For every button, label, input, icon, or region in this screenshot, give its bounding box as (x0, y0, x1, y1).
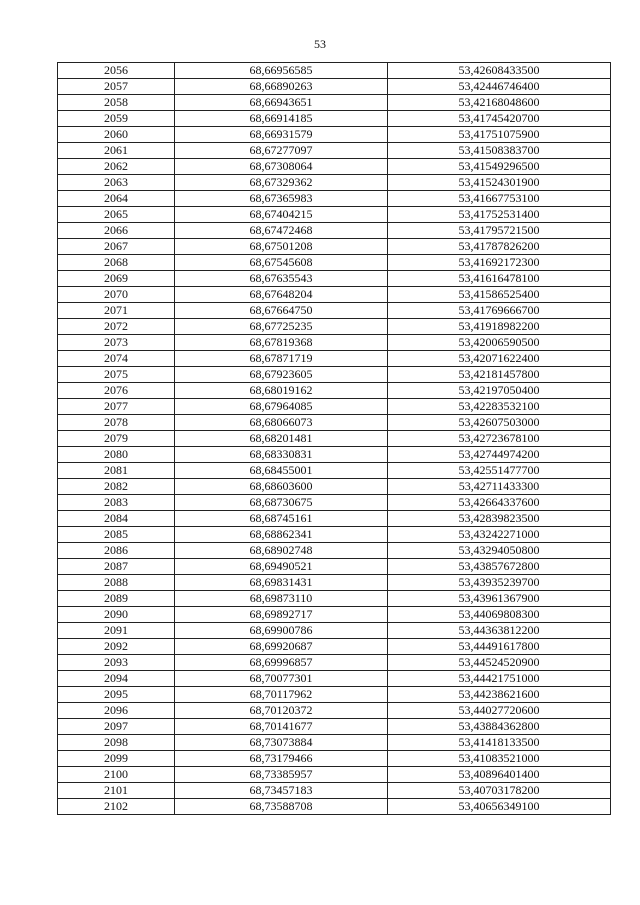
coordinate-x-cell: 68,70141677 (175, 719, 388, 735)
coordinate-x-cell: 68,69892717 (175, 607, 388, 623)
coordinate-y-cell: 53,42071622400 (388, 351, 611, 367)
table-row (58, 751, 611, 767)
point-number-cell: 2073 (58, 335, 175, 351)
coordinate-x-cell: 68,67648204 (175, 287, 388, 303)
table-row (58, 495, 611, 511)
coordinate-y-cell: 53,41418133500 (388, 735, 611, 751)
coordinate-y-cell: 53,41769666700 (388, 303, 611, 319)
coordinate-x-cell: 68,66890263 (175, 79, 388, 95)
coordinate-x-cell: 68,67365983 (175, 191, 388, 207)
coordinate-y-cell: 53,41751075900 (388, 127, 611, 143)
table-row (58, 543, 611, 559)
coordinate-y-cell: 53,44027720600 (388, 703, 611, 719)
point-number-cell: 2069 (58, 271, 175, 287)
table-row (58, 735, 611, 751)
coordinate-y-cell: 53,42723678100 (388, 431, 611, 447)
table-row (58, 143, 611, 159)
table-row (58, 527, 611, 543)
coordinate-y-cell: 53,42839823500 (388, 511, 611, 527)
coordinate-x-cell: 68,67964085 (175, 399, 388, 415)
coordinate-x-cell: 68,67635543 (175, 271, 388, 287)
coordinate-x-cell: 68,73385957 (175, 767, 388, 783)
coordinate-x-cell: 68,69900786 (175, 623, 388, 639)
table-row (58, 591, 611, 607)
coordinate-x-cell: 68,67501208 (175, 239, 388, 255)
point-number-cell: 2097 (58, 719, 175, 735)
coordinate-y-cell: 53,43294050800 (388, 543, 611, 559)
coordinate-y-cell: 53,42607503000 (388, 415, 611, 431)
point-number-cell: 2096 (58, 703, 175, 719)
point-number-cell: 2101 (58, 783, 175, 799)
coordinate-y-cell: 53,44238621600 (388, 687, 611, 703)
table-row (58, 479, 611, 495)
table-row (58, 607, 611, 623)
coordinate-y-cell: 53,41667753100 (388, 191, 611, 207)
point-number-cell: 2083 (58, 495, 175, 511)
coordinate-y-cell: 53,42711433300 (388, 479, 611, 495)
table-row (58, 623, 611, 639)
point-number-cell: 2072 (58, 319, 175, 335)
coordinate-y-cell: 53,42446746400 (388, 79, 611, 95)
table-row (58, 367, 611, 383)
table-row (58, 207, 611, 223)
coordinate-x-cell: 68,67819368 (175, 335, 388, 351)
coordinate-x-cell: 68,69490521 (175, 559, 388, 575)
table-row (58, 415, 611, 431)
point-number-cell: 2071 (58, 303, 175, 319)
point-number-cell: 2077 (58, 399, 175, 415)
coordinate-y-cell: 53,44069808300 (388, 607, 611, 623)
table-row (58, 431, 611, 447)
coordinate-y-cell: 53,44421751000 (388, 671, 611, 687)
coordinate-x-cell: 68,68603600 (175, 479, 388, 495)
table-row (58, 127, 611, 143)
table-row (58, 287, 611, 303)
table-row (58, 719, 611, 735)
point-number-cell: 2088 (58, 575, 175, 591)
coordinate-x-cell: 68,73073884 (175, 735, 388, 751)
point-number-cell: 2089 (58, 591, 175, 607)
coordinate-y-cell: 53,42006590500 (388, 335, 611, 351)
coordinate-y-cell: 53,42197050400 (388, 383, 611, 399)
coordinate-y-cell: 53,42168048600 (388, 95, 611, 111)
point-number-cell: 2074 (58, 351, 175, 367)
table-row (58, 511, 611, 527)
point-number-cell: 2056 (58, 63, 175, 79)
coordinate-y-cell: 53,41787826200 (388, 239, 611, 255)
table-row (58, 703, 611, 719)
coordinate-x-cell: 68,66956585 (175, 63, 388, 79)
coordinate-x-cell: 68,68066073 (175, 415, 388, 431)
point-number-cell: 2080 (58, 447, 175, 463)
point-number-cell: 2066 (58, 223, 175, 239)
table-row (58, 351, 611, 367)
point-number-cell: 2082 (58, 479, 175, 495)
coordinate-x-cell: 68,67545608 (175, 255, 388, 271)
point-number-cell: 2078 (58, 415, 175, 431)
table-row (58, 399, 611, 415)
coordinate-x-cell: 68,69920687 (175, 639, 388, 655)
table-row (58, 63, 611, 79)
point-number-cell: 2075 (58, 367, 175, 383)
table-row (58, 95, 611, 111)
table-row (58, 671, 611, 687)
coordinate-x-cell: 68,66943651 (175, 95, 388, 111)
table-row (58, 191, 611, 207)
table-row (58, 303, 611, 319)
coordinate-y-cell: 53,42608433500 (388, 63, 611, 79)
coordinate-y-cell: 53,41616478100 (388, 271, 611, 287)
point-number-cell: 2057 (58, 79, 175, 95)
point-number-cell: 2061 (58, 143, 175, 159)
coordinate-x-cell: 68,73179466 (175, 751, 388, 767)
coordinate-x-cell: 68,67277097 (175, 143, 388, 159)
coordinate-y-cell: 53,40656349100 (388, 799, 611, 815)
table-row (58, 447, 611, 463)
coordinate-x-cell: 68,68902748 (175, 543, 388, 559)
point-number-cell: 2091 (58, 623, 175, 639)
table-row (58, 463, 611, 479)
point-number-cell: 2100 (58, 767, 175, 783)
point-number-cell: 2102 (58, 799, 175, 815)
point-number-cell: 2067 (58, 239, 175, 255)
coordinate-y-cell: 53,44363812200 (388, 623, 611, 639)
table-row (58, 255, 611, 271)
coordinate-x-cell: 68,67404215 (175, 207, 388, 223)
table-row (58, 111, 611, 127)
coordinate-y-cell: 53,41549296500 (388, 159, 611, 175)
table-row (58, 79, 611, 95)
coordinate-y-cell: 53,44491617800 (388, 639, 611, 655)
coordinate-y-cell: 53,42744974200 (388, 447, 611, 463)
coordinate-x-cell: 68,68455001 (175, 463, 388, 479)
coordinate-y-cell: 53,41508383700 (388, 143, 611, 159)
point-number-cell: 2095 (58, 687, 175, 703)
point-number-cell: 2085 (58, 527, 175, 543)
coordinate-x-cell: 68,73588708 (175, 799, 388, 815)
coordinate-x-cell: 68,70120372 (175, 703, 388, 719)
table-row (58, 687, 611, 703)
coordinate-x-cell: 68,67472468 (175, 223, 388, 239)
point-number-cell: 2062 (58, 159, 175, 175)
coordinate-y-cell: 53,42181457800 (388, 367, 611, 383)
table-row (58, 383, 611, 399)
point-number-cell: 2087 (58, 559, 175, 575)
point-number-cell: 2090 (58, 607, 175, 623)
table-row (58, 559, 611, 575)
table-row (58, 799, 611, 815)
coordinate-x-cell: 68,67725235 (175, 319, 388, 335)
coordinate-x-cell: 68,67923605 (175, 367, 388, 383)
point-number-cell: 2092 (58, 639, 175, 655)
coordinate-y-cell: 53,42551477700 (388, 463, 611, 479)
point-number-cell: 2065 (58, 207, 175, 223)
table-row (58, 767, 611, 783)
coordinates-table (57, 62, 611, 815)
coordinate-y-cell: 53,41752531400 (388, 207, 611, 223)
table-row (58, 575, 611, 591)
table-row (58, 223, 611, 239)
coordinate-y-cell: 53,41918982200 (388, 319, 611, 335)
coordinate-x-cell: 68,68201481 (175, 431, 388, 447)
coordinate-x-cell: 68,70117962 (175, 687, 388, 703)
coordinate-x-cell: 68,68330831 (175, 447, 388, 463)
coordinate-y-cell: 53,41524301900 (388, 175, 611, 191)
point-number-cell: 2058 (58, 95, 175, 111)
point-number-cell: 2079 (58, 431, 175, 447)
page-number: 53 (314, 37, 326, 51)
coordinate-y-cell: 53,43242271000 (388, 527, 611, 543)
point-number-cell: 2064 (58, 191, 175, 207)
table-row (58, 175, 611, 191)
point-number-cell: 2081 (58, 463, 175, 479)
coordinate-y-cell: 53,42283532100 (388, 399, 611, 415)
coordinate-x-cell: 68,69831431 (175, 575, 388, 591)
point-number-cell: 2059 (58, 111, 175, 127)
point-number-cell: 2070 (58, 287, 175, 303)
coordinate-x-cell: 68,67308064 (175, 159, 388, 175)
table-row (58, 335, 611, 351)
table-row (58, 783, 611, 799)
point-number-cell: 2094 (58, 671, 175, 687)
coordinate-y-cell: 53,41795721500 (388, 223, 611, 239)
coordinate-x-cell: 68,66914185 (175, 111, 388, 127)
coordinate-y-cell: 53,41692172300 (388, 255, 611, 271)
coordinate-y-cell: 53,43961367900 (388, 591, 611, 607)
coordinates-table-body (58, 63, 611, 815)
table-row (58, 319, 611, 335)
point-number-cell: 2093 (58, 655, 175, 671)
coordinate-y-cell: 53,43857672800 (388, 559, 611, 575)
table-row (58, 239, 611, 255)
coordinate-x-cell: 68,70077301 (175, 671, 388, 687)
coordinate-y-cell: 53,43935239700 (388, 575, 611, 591)
point-number-cell: 2068 (58, 255, 175, 271)
coordinate-x-cell: 68,69873110 (175, 591, 388, 607)
coordinate-y-cell: 53,42664337600 (388, 495, 611, 511)
table-row (58, 655, 611, 671)
coordinate-y-cell: 53,41586525400 (388, 287, 611, 303)
point-number-cell: 2099 (58, 751, 175, 767)
coordinate-x-cell: 68,68019162 (175, 383, 388, 399)
point-number-cell: 2063 (58, 175, 175, 191)
table-row (58, 271, 611, 287)
coordinate-y-cell: 53,40896401400 (388, 767, 611, 783)
coordinate-x-cell: 68,68745161 (175, 511, 388, 527)
coordinate-x-cell: 68,69996857 (175, 655, 388, 671)
coordinate-y-cell: 53,40703178200 (388, 783, 611, 799)
point-number-cell: 2084 (58, 511, 175, 527)
point-number-cell: 2076 (58, 383, 175, 399)
point-number-cell: 2086 (58, 543, 175, 559)
point-number-cell: 2098 (58, 735, 175, 751)
table-row (58, 639, 611, 655)
table-row (58, 159, 611, 175)
coordinate-x-cell: 68,66931579 (175, 127, 388, 143)
coordinate-y-cell: 53,41745420700 (388, 111, 611, 127)
coordinate-x-cell: 68,68730675 (175, 495, 388, 511)
coordinate-y-cell: 53,41083521000 (388, 751, 611, 767)
coordinate-y-cell: 53,44524520900 (388, 655, 611, 671)
coordinate-x-cell: 68,68862341 (175, 527, 388, 543)
coordinate-x-cell: 68,73457183 (175, 783, 388, 799)
point-number-cell: 2060 (58, 127, 175, 143)
coordinate-x-cell: 68,67871719 (175, 351, 388, 367)
coordinate-x-cell: 68,67329362 (175, 175, 388, 191)
coordinate-x-cell: 68,67664750 (175, 303, 388, 319)
coordinate-y-cell: 53,43884362800 (388, 719, 611, 735)
